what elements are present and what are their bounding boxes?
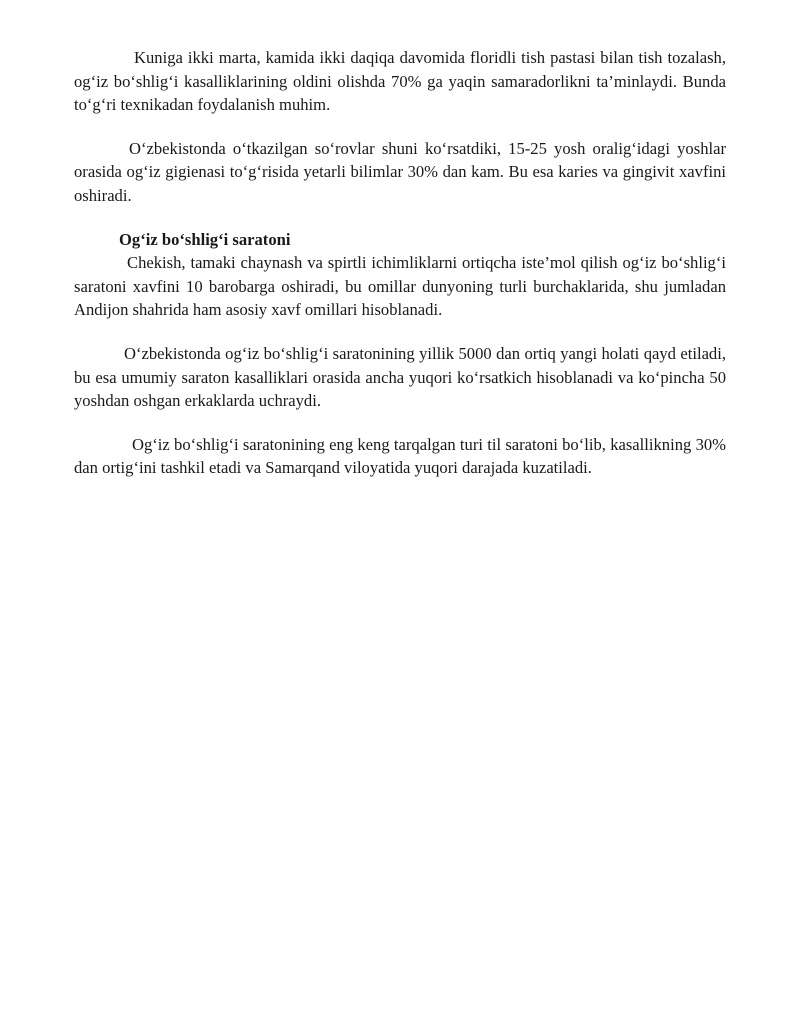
paragraph-risk-factors: Chekish, tamaki chaynash va spirtli ichimliklarni ortiqcha iste’mol qilish og‘iz bo‘shlig‘i saratoni xavfini 10 barobarga oshiradi, bu omillar dunyoning turli burchaklarida, shu jumladan Andijon shahrida ham asosiy xavf omillari hisoblanadi. [74, 253, 726, 320]
document-page [74, 46, 726, 480]
section-heading: Og‘iz bo‘shlig‘i saratoni [119, 229, 291, 249]
paragraph-survey: O‘zbekistonda o‘tkazilgan so‘rovlar shuni ko‘rsatdiki, 15-25 yosh oralig‘idagi yoshlar orasida og‘iz gigienasi to‘g‘risida yetarli bilimlar 30% dan kam. Bu esa karies va gingivit xavfini oshiradi. [74, 138, 726, 205]
paragraph-incidence: O‘zbekistonda og‘iz bo‘shlig‘i saratonining yillik 5000 dan ortiq yangi holati qayd etiladi, bu esa umumiy saraton kasalliklari orasida ancha yuqori ko‘rsatkich hisoblanadi va ko‘pincha 50 yoshdan oshgan erkaklarda uchraydi. [74, 343, 726, 411]
paragraph-toothbrushing: Kuniga ikki marta, kamida ikki daqiqa davomida floridli tish pastasi bilan tish tozalash, og‘iz bo‘shlig‘i kasalliklarining oldini olishda 70% ga yaqin samaradorlikni ta’minlaydi. Bunda to‘g‘ri texnikadan foydalanish muhim. [74, 48, 726, 115]
paragraph-tongue-cancer: Og‘iz bo‘shlig‘i saratonining eng keng tarqalgan turi til saratoni bo‘lib, kasallikning 30% dan ortig‘ini tashkil etadi va Samarqand viloyatida yuqori darajada kuzatiladi. [74, 434, 726, 478]
